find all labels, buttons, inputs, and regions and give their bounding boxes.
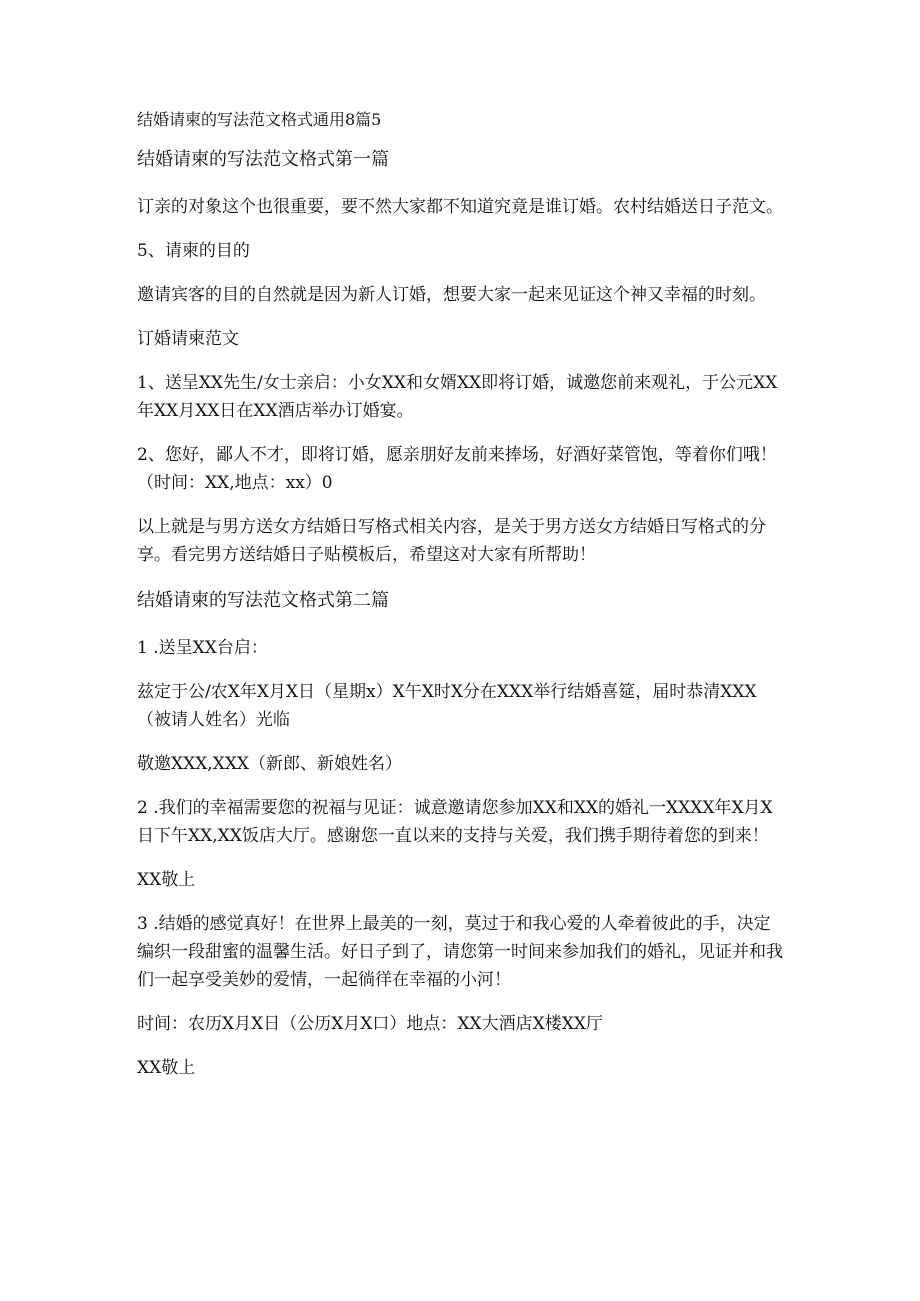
- paragraph: 3 .结婚的感觉真好！在世界上最美的一刻，莫过于和我心爱的人牵着彼此的手，决定编织一段甜蜜的温馨生活。好日子到了，请您第一时间来参加我们的婚礼，见证并和我们一起享受美妙的爱情，一起徜徉在幸福的小河！: [137, 914, 783, 990]
- document-title: 结婚请柬的写法范文格式通用8篇5: [137, 110, 382, 129]
- paragraph: 敬邀XXX,XXX（新郎、新娘姓名）: [137, 754, 403, 774]
- paragraph: 订婚请柬范文: [137, 329, 239, 349]
- paragraph: 1 .送呈XX台启：: [137, 638, 268, 658]
- section-heading-1: 结婚请柬的写法范文格式第一篇: [137, 149, 389, 170]
- paragraph: 1、送呈XX先生/女士亲启：小女XX和女婿XX即将订婚，诚邀您前来观礼，于公元XX年XX月XX日在XX酒店举办订婚宴。: [137, 373, 778, 421]
- paragraph: 5、请柬的目的: [137, 241, 250, 261]
- paragraph: 时间：农历X月X日（公历X月X口）地点：XX大酒店X楼XX厅: [137, 1014, 603, 1034]
- paragraph: XX敬上: [137, 1058, 196, 1078]
- paragraph: 兹定于公/农X年X月X日（星期x）X午X时X分在XXX举行结婚喜筵，届时恭清XXX（被请人姓名）光临: [137, 682, 757, 730]
- paragraph: 以上就是与男方送女方结婚日写格式相关内容，是关于男方送女方结婚日写格式的分享。看完男方送结婚日子贴模板后，希望这对大家有所帮助！: [137, 517, 766, 565]
- section-heading-2: 结婚请柬的写法范文格式第二篇: [137, 590, 389, 611]
- paragraph: 邀请宾客的目的自然就是因为新人订婚，想要大家一起来见证这个神又幸福的时刻。: [137, 285, 766, 305]
- paragraph: XX敬上: [137, 870, 196, 890]
- paragraph: 2、您好，鄙人不才，即将订婚，愿亲朋好友前来捧场，好酒好菜管饱，等着你们哦！（时间：XX,地点：xx）0: [137, 445, 777, 493]
- paragraph: 2 .我们的幸福需要您的祝福与见证：诚意邀请您参加XX和XX的婚礼一XXXX年X月X日下午XX,XX饭店大厅。感谢您一直以来的支持与关爱，我们携手期待着您的到来！: [137, 798, 773, 846]
- document-body: [137, 106, 787, 1082]
- paragraph: 订亲的对象这个也很重要，要不然大家都不知道究竟是谁订婚。农村结婚送日子范文。: [137, 197, 783, 217]
